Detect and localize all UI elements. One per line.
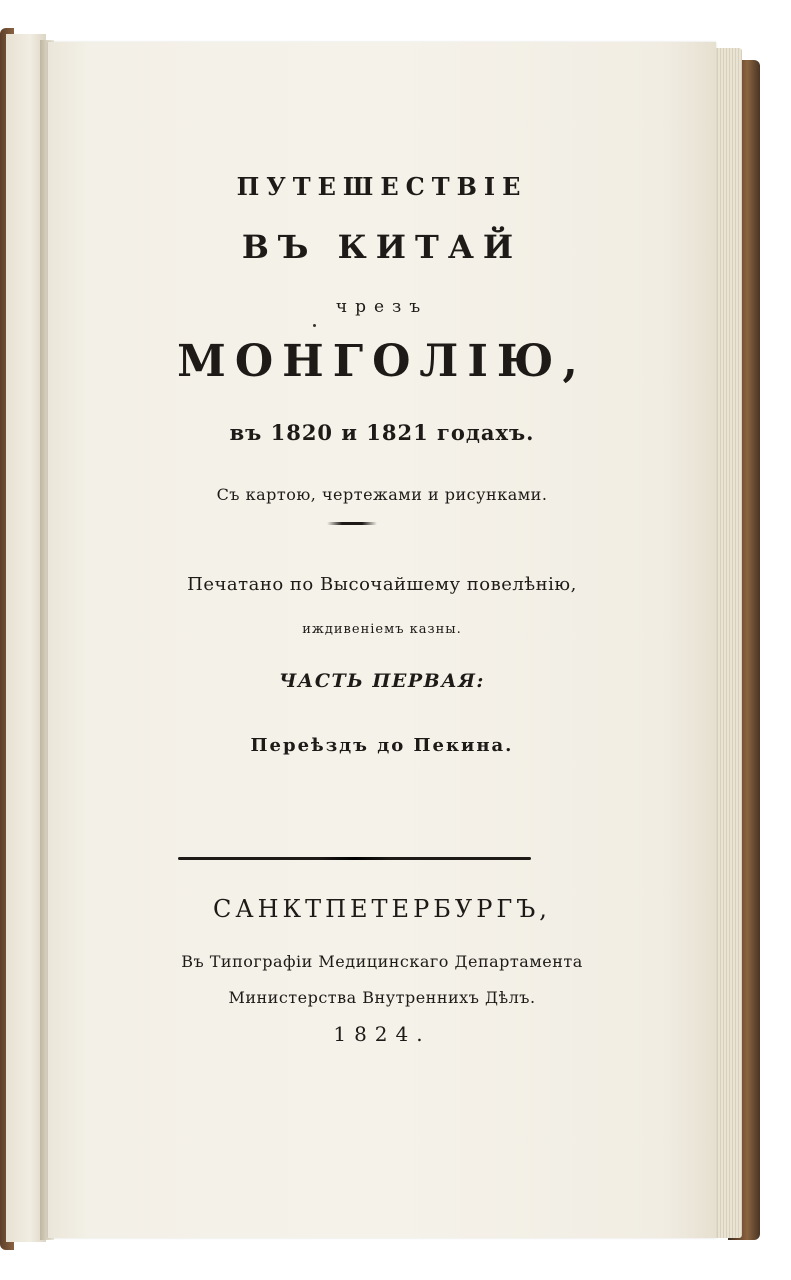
imprint-year: 1824. bbox=[333, 1022, 431, 1046]
printed-by-line: Печатано по Высочайшему повелѣнію, bbox=[187, 574, 577, 595]
imprint-city: САНКТПЕТЕРБУРГЪ, bbox=[213, 895, 551, 923]
title-page bbox=[48, 42, 716, 1238]
title-line-4: МОНГОЛІЮ, bbox=[177, 336, 587, 387]
page-edges bbox=[712, 48, 742, 1238]
illustrations-line: Съ картою, чертежами и рисунками. bbox=[216, 485, 548, 504]
ink-dot bbox=[313, 324, 316, 327]
part-subtitle: Переѣздъ до Пекина. bbox=[250, 735, 514, 756]
title-line-1: ПУТЕШЕСТВІЕ bbox=[236, 172, 528, 201]
ornamental-rule-small bbox=[327, 522, 377, 525]
title-line-3: чрезъ bbox=[335, 297, 429, 317]
part-heading: ЧАСТЬ ПЕРВАЯ: bbox=[279, 670, 485, 692]
title-line-2: ВЪ КИТАЙ bbox=[241, 228, 523, 266]
imprint-press-line-2: Министерства Внутреннихъ Дѣлъ. bbox=[228, 988, 536, 1007]
imprint-press-line-1: Въ Типографіи Медицинскаго Департамента bbox=[181, 952, 583, 971]
years-line: въ 1820 и 1821 годахъ. bbox=[229, 420, 535, 445]
expense-line: иждивеніемъ казны. bbox=[302, 622, 462, 637]
ornamental-rule-long bbox=[178, 857, 531, 860]
